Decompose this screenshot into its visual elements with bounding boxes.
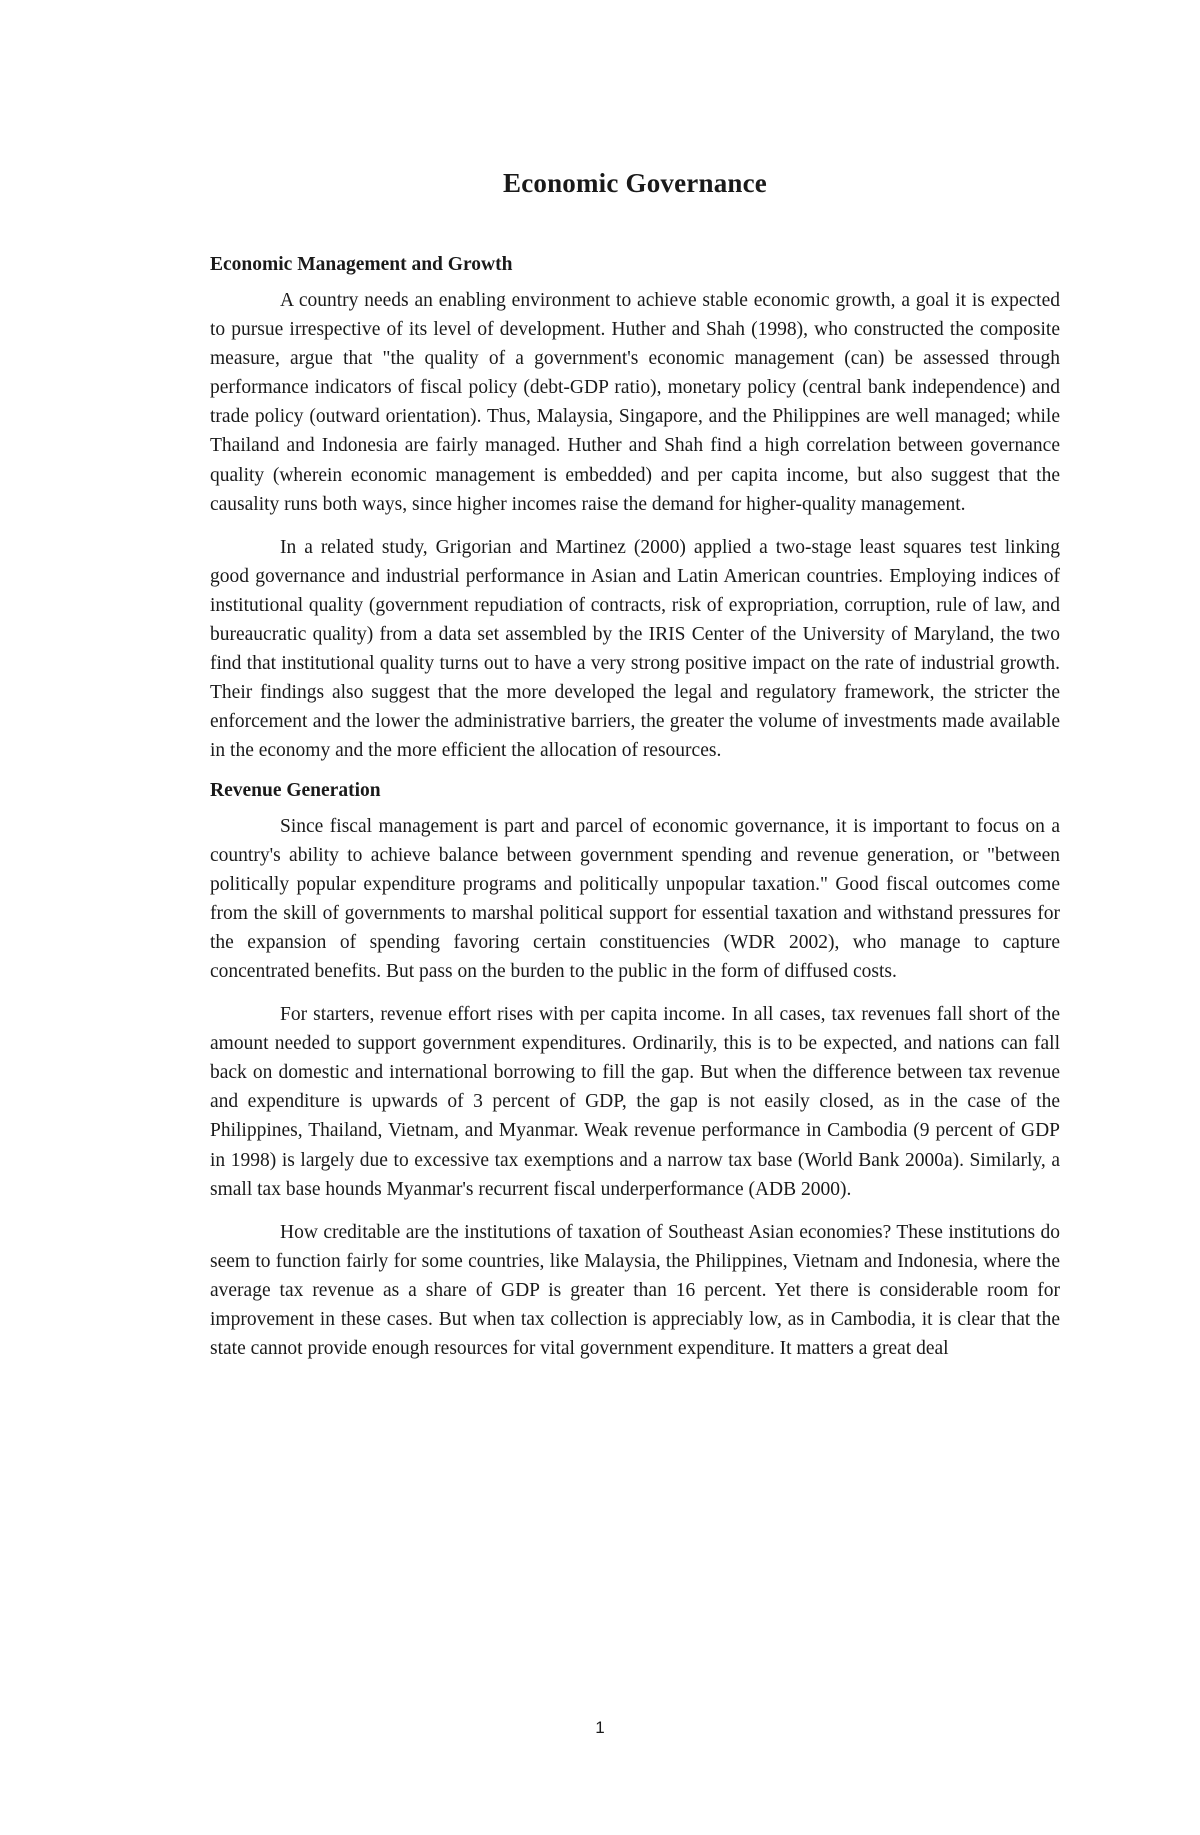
section-heading: Revenue Generation — [210, 779, 381, 801]
paragraph: For starters, revenue effort rises with per capita income. In all cases, tax revenues fall short of the amount needed to support government expenditures. Ordinarily, this is to be expected, and nations can fall back on domestic and international borrowing to fill the gap. But when the difference between tax revenue and expenditure is upwards of 3 percent of GDP, the gap is not easily closed, as in the case of the Philippines, Thailand, Vietnam, and Myanmar. Weak revenue performance in Cambodia (9 percent of GDP in 1998) is largely due to excessive tax exemptions and a narrow tax base (World Bank 2000a). Similarly, a small tax base hounds Myanmar's recurrent fiscal underperformance (ADB 2000). — [210, 1004, 1060, 1200]
section-heading: Economic Management and Growth — [210, 254, 513, 275]
paragraph: In a related study, Grigorian and Martinez (2000) applied a two-stage least squares test linking good governance and industrial performance in Asian and Latin American countries. Employing indices of institutional quality (government repudiation of contracts, risk of expropriation, corruption, rule of law, and bureaucratic quality) from a data set assembled by the IRIS Center of the University of Maryland, the two find that institutional quality turns out to have a very strong positive impact on the rate of industrial growth. Their findings also suggest that the more developed the legal and regulatory framework, the stricter the enforcement and the lower the administrative barriers, the greater the volume of investments made available in the economy and the more efficient the allocation of resources. — [210, 536, 1060, 762]
paragraph: How creditable are the institutions of taxation of Southeast Asian economies? These institutions do seem to function fairly for some countries, like Malaysia, the Philippines, Vietnam and Indonesia, where the average tax revenue as a share of GDP is greater than 16 percent. Yet there is considerable room for improvement in these cases. But when tax collection is appreciably low, as in Cambodia, it is clear that the state cannot provide enough resources for vital government expenditure. It matters a great deal — [210, 1221, 1060, 1360]
document-page — [210, 150, 1060, 1377]
page-number: 1 — [595, 1718, 605, 1737]
section-revenue-generation — [210, 780, 1060, 1364]
paragraph: A country needs an enabling environment to achieve stable economic growth, a goal it is expected to pursue irrespective of its level of development. Huther and Shah (1998), who constructed the composite measure, argue that "the quality of a government's economic management (can) be assessed through performance indicators of fiscal policy (debt-GDP ratio), monetary policy (central bank independence) and trade policy (outward orientation). Thus, Malaysia, Singapore, and the Philippines are well managed; while Thailand and Indonesia are fairly managed. Huther and Shah find a high correlation between governance quality (wherein economic management is embedded) and per capita income, but also suggest that the causality runs both ways, since higher incomes raise the demand for higher-quality management. — [210, 290, 1060, 515]
section-economic-management — [210, 254, 1060, 766]
paragraph: Since fiscal management is part and parcel of economic governance, it is important to focus on a country's ability to achieve balance between government spending and revenue generation, or "between politically popular expenditure programs and politically unpopular taxation." Good fiscal outcomes come from the skill of governments to marshal political support for essential taxation and withstand pressures for the expansion of spending favoring certain constituencies (WDR 2002), who manage to capture concentrated benefits. But pass on the burden to the public in the form of diffused costs. — [210, 815, 1060, 982]
document-title: Economic Governance — [502, 168, 767, 198]
